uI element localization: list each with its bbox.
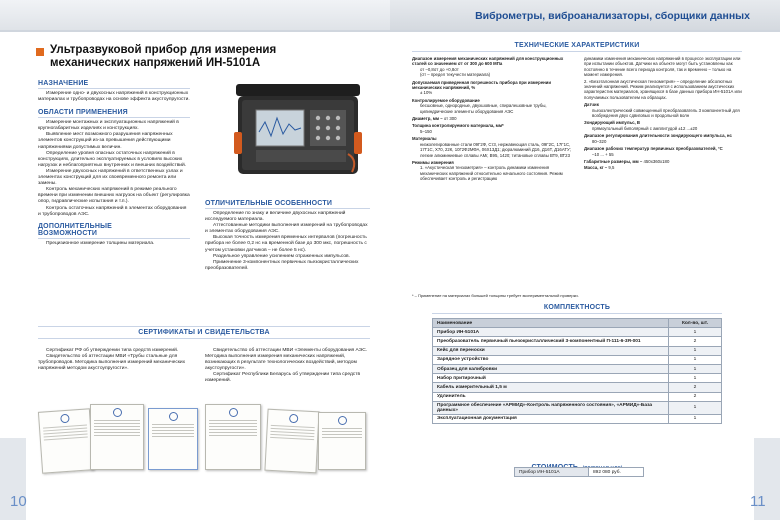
product-title xyxy=(50,44,380,70)
certs-right-1: Сертификат Республики Беларусь об утверждении типа средств измерений. xyxy=(205,372,361,384)
tech-col-1 xyxy=(412,56,574,182)
left-column xyxy=(38,80,190,247)
tech2-7-value: 9,5 xyxy=(608,165,615,171)
certs-left-1: Свидетельство об аттестации МВИ «Трубы стальные для трубопроводов. Методика выполнения измерений механических напряжений методом акустоупругости». xyxy=(38,354,186,372)
oblasti-para-0: Измерение монтажных и эксплуатационных напряжений в крупногабаритных изделиях и конструкциях. xyxy=(38,120,179,132)
table-row xyxy=(433,328,722,337)
osobennosti-para-1: Аттестованные методики выполнения измерений на трубопроводах и элементах оборудования АЭС. xyxy=(205,223,368,235)
dop-text: Прецизионное измерение толщины материала. xyxy=(46,240,155,246)
page-number-right: 11 xyxy=(750,493,766,510)
header-title: Виброметры, виброанализаторы, сборщики данных xyxy=(475,10,750,22)
section-title-naznachenie: НАЗНАЧЕНИЕ xyxy=(38,80,89,87)
certificate-image-5 xyxy=(264,409,319,474)
device-illustration xyxy=(232,82,364,182)
price-item: Прибор ИН-5101А xyxy=(515,468,589,477)
komplekt-item-qty: 1 xyxy=(669,355,722,364)
certs-right-0: Свидетельство об аттестации МВИ «Элементы оборудования АЭС. Методика выполнения измерения механических напряжений, возникающих в результате технологических воздействий, методом акустоупругости». xyxy=(205,348,368,372)
section-title-oblasti: ОБЛАСТИ ПРИМЕНЕНИЯ xyxy=(38,109,128,117)
tech2-2-value: пьезоэлектрический совмещенный преобразователь 3 компонентный для возбуждения двух сдвиговых и продольной волн xyxy=(592,107,740,119)
title-marker xyxy=(36,48,44,56)
komplekt-item-qty: 2 xyxy=(669,383,722,392)
table-row xyxy=(433,337,722,346)
table-row xyxy=(433,364,722,373)
page-number-left: 10 xyxy=(10,493,27,510)
tech1-4-value: 5–150 xyxy=(420,128,432,134)
oblasti-para-1: Выявление мест возможного разрушения напряженных элементов конструкций из-за превышения действующими напряжениями допустимых величин. xyxy=(38,132,173,150)
tech1-0-label: Диапазон измерения механических напряжений для конструкционных сталей со значением σт от 300 до 600 МПа xyxy=(412,56,564,67)
komplekt-header-row xyxy=(433,319,722,328)
certificate-image-2 xyxy=(90,404,144,470)
tech2-7-label: Масса, кг – xyxy=(584,165,608,171)
komplekt-item-name: Программное обеспечение «АРМИД»-Контроль напряженного состояния», «АРМИД»-База данных» xyxy=(433,401,669,414)
tech1-3-value: от 300 xyxy=(443,116,457,122)
komplekt-item-qty: 1 xyxy=(669,346,722,355)
komplekt-item-qty: 2 xyxy=(669,337,722,346)
oblasti-para-2: Определение уровня опасных остаточных напряжений в конструкциях, длительно эксплуатируемых в условиях высоких нагрузок и неблагоприятных внутренних и внешних воздействий. xyxy=(38,150,187,168)
table-row xyxy=(433,383,722,392)
oblasti-para-5: Контроль остаточных напряжений в элементах оборудования и трубопроводов АЭС. xyxy=(38,205,187,217)
price-table xyxy=(514,467,644,477)
tech2-0-value: динамики изменения механических напряжений в процессе эксплуатации или при испытании объектов. Датчики на объекте могут быть установлены как постоянно в течение всего периода контроля, так и временно – только на момент измерения. xyxy=(584,56,741,78)
tech2-3-value: прямоугольный биполярный с амплитудой ±12 ...±20 xyxy=(592,125,698,131)
tech2-5-label: Диапазон рабочих температур первичных преобразователей, °С xyxy=(584,146,723,152)
section-title-dop: ДОПОЛНИТЕЛЬНЫЕ ВОЗМОЖНОСТИ xyxy=(38,222,112,237)
komplekt-item-name: Преобразователь первичный пьезокристаллический 3-компонентный П-111-6-3Я-001 xyxy=(433,337,669,346)
certificate-image-4 xyxy=(205,404,261,470)
oblasti-para-4: Контроль механических напряжений в режиме реального времени при изменении внешних нагрузок на объект (регулировка опор, гидравлические испытания и т.п.). xyxy=(38,187,190,205)
komplekt-item-name: Эксплуатационная документация xyxy=(433,414,669,423)
tech1-6-value: 1. «Акустическая тензометрия» – контроль динамики изменения механических напряжений относительно начального состояния. Режим обеспечивает контроль и регистрацию xyxy=(420,165,563,182)
tech1-1-value: ± 10% xyxy=(420,90,433,96)
tech1-5-value: низколегированные стали 09Г2Ф, Ст3, нержавеющая сталь, 09Г2С, 17Г1С, 17Г1С, Х70, 22К, 10Г2Ф2МФА, 06Х13Д1; дюралюминий Д16, Д16Т, Д16АТУ; легкие алюминиевые сплавы АМг, В95, 1420; титановые сплавы ВТ9, ВТ23 xyxy=(420,141,571,158)
table-row xyxy=(433,414,722,423)
product-title-line1: Ультразвуковой прибор для измерения xyxy=(50,44,277,56)
section-title-tech: ТЕХНИЧЕСКИЕ ХАРАКТЕРИСТИКИ xyxy=(514,42,640,49)
tech-header xyxy=(412,42,742,52)
tech2-5-value: –10 ... + 55 xyxy=(592,151,614,157)
certificate-image-1 xyxy=(38,408,94,473)
product-title-line2: механических напряжений ИН-5101А xyxy=(50,57,261,69)
table-row xyxy=(433,401,722,414)
tech1-4-label: Толщина контролируемого материала, мм* xyxy=(412,123,504,129)
komplekt-item-name: Образец для калибровки xyxy=(433,364,669,373)
tech2-6-label: Габаритные размеры, мм – xyxy=(584,158,643,164)
price-box xyxy=(514,467,644,477)
komplekt-item-qty: 1 xyxy=(669,401,722,414)
osobennosti-para-0: Определение по знаку и величине двухосных напряжений исследуемого материала. xyxy=(205,211,346,223)
komplekt-item-name: Зарядное устройство xyxy=(433,355,669,364)
certs-left-text xyxy=(38,348,188,372)
tech2-3-label: Зондирующий импульс, В xyxy=(584,120,641,126)
table-row xyxy=(433,374,722,383)
certificate-image-6 xyxy=(318,412,366,470)
section-title-komplekt: КОМПЛЕКТНОСТЬ xyxy=(543,304,611,311)
komplekt-item-qty: 1 xyxy=(669,414,722,423)
tech1-2-value: бесшовные, однородные, двухшовные, спиралешовные трубы, цилиндрические элементы оборудования АЭС xyxy=(420,103,547,114)
komplekt-item-name: Набор притирочный xyxy=(433,374,669,383)
osobennosti-para-3: Раздельное управление усилением отраженных импульсов. xyxy=(213,253,350,259)
naznachenie-text: Измерение одно- и двухосных напряжений в конструкционных материалах и трубопроводах на основе эффекта акустоупругости. xyxy=(38,91,190,103)
certs-left-0: Сертификат РФ об утверждении типа средств измерений. xyxy=(46,348,179,353)
table-row xyxy=(433,392,722,401)
tech2-4-value: 80–320 xyxy=(592,138,607,144)
certificate-image-3 xyxy=(148,408,198,470)
osobennosti-para-2: Высокая точность измерения временных интервалов (погрешность прибора не более 0,2 нс на временной базе до 300 мкс, погрешность с учетом установки датчиков – не более 5 нс). xyxy=(205,235,367,253)
table-row xyxy=(433,346,722,355)
tech1-0-value: от –0,8σт до +0,8σт (σт – предел текучести материала) xyxy=(420,66,491,78)
komplekt-item-name: Кабель измерительный 1,5 м xyxy=(433,383,669,392)
komplekt-item-qty: 2 xyxy=(669,392,722,401)
komplekt-table xyxy=(432,318,722,424)
komplekt-item-name: Удлинитель xyxy=(433,392,669,401)
komplekt-item-qty: 1 xyxy=(669,374,722,383)
tech1-5-label: Материалы xyxy=(412,136,437,142)
tech2-2-label: Датчик xyxy=(584,102,599,108)
device-photo xyxy=(232,82,364,182)
section-title-certs: СЕРТИФИКАТЫ И СВИДЕТЕЛЬСТВА xyxy=(138,329,270,336)
certs-right-text xyxy=(205,348,370,385)
tech2-6-value: 450х360х180 xyxy=(643,158,670,164)
table-row xyxy=(433,355,722,364)
tech1-3-label: Диаметр, мм – xyxy=(412,116,443,122)
tech2-1-value: 2. «Безэталонная акустическая тензометрия» – определение абсолютных значений напряжений. Режим реализуется с использованием акустических характеристик материалов, хранящихся в базе данных прибора ИН-5101А или получаемых пользователем на образцах. xyxy=(584,78,742,100)
komplekt-item-qty: 1 xyxy=(669,364,722,373)
section-title-osobennosti: ОТЛИЧИТЕЛЬНЫЕ ОСОБЕННОСТИ xyxy=(205,200,333,207)
tech1-2-label: Контролируемое оборудование xyxy=(412,97,480,103)
tech2-4-label: Диапазон регулирования длительности зондирующего импульса, нс xyxy=(584,133,732,139)
price-value: 892 080 руб. xyxy=(589,468,644,477)
features-column xyxy=(205,200,370,272)
osobennosti-para-4: Применение 3-компонентных первичных пьезокристаллических преобразователей. xyxy=(205,259,359,271)
certs-section xyxy=(38,326,370,339)
komplekt-col-qty: Кол-во, шт. xyxy=(669,319,722,328)
komplekt-item-name: Кейс для переноски xyxy=(433,346,669,355)
komplekt-header xyxy=(432,304,722,314)
tech-col-2 xyxy=(584,56,744,171)
komplekt-item-name: Прибор ИН-5101А xyxy=(433,328,669,337)
komplekt-item-qty: 1 xyxy=(669,328,722,337)
tech-footnote: * – Применение на материалах большей толщины требует экспериментальной проверки. xyxy=(412,293,579,298)
tech1-1-label: Допускаемая приведенная погрешность прибора при измерении механических напряжений, % xyxy=(412,79,551,91)
header-left-bar xyxy=(0,0,390,30)
komplekt-table-wrap xyxy=(432,318,722,424)
oblasti-para-3: Измерение двухосных напряжений в ответственных узлах и элементах конструкций для их своевременного ремонта или замены. xyxy=(38,168,183,187)
tech1-6-label: Режимы измерения xyxy=(412,159,454,165)
komplekt-col-name: Наименование xyxy=(433,319,669,328)
